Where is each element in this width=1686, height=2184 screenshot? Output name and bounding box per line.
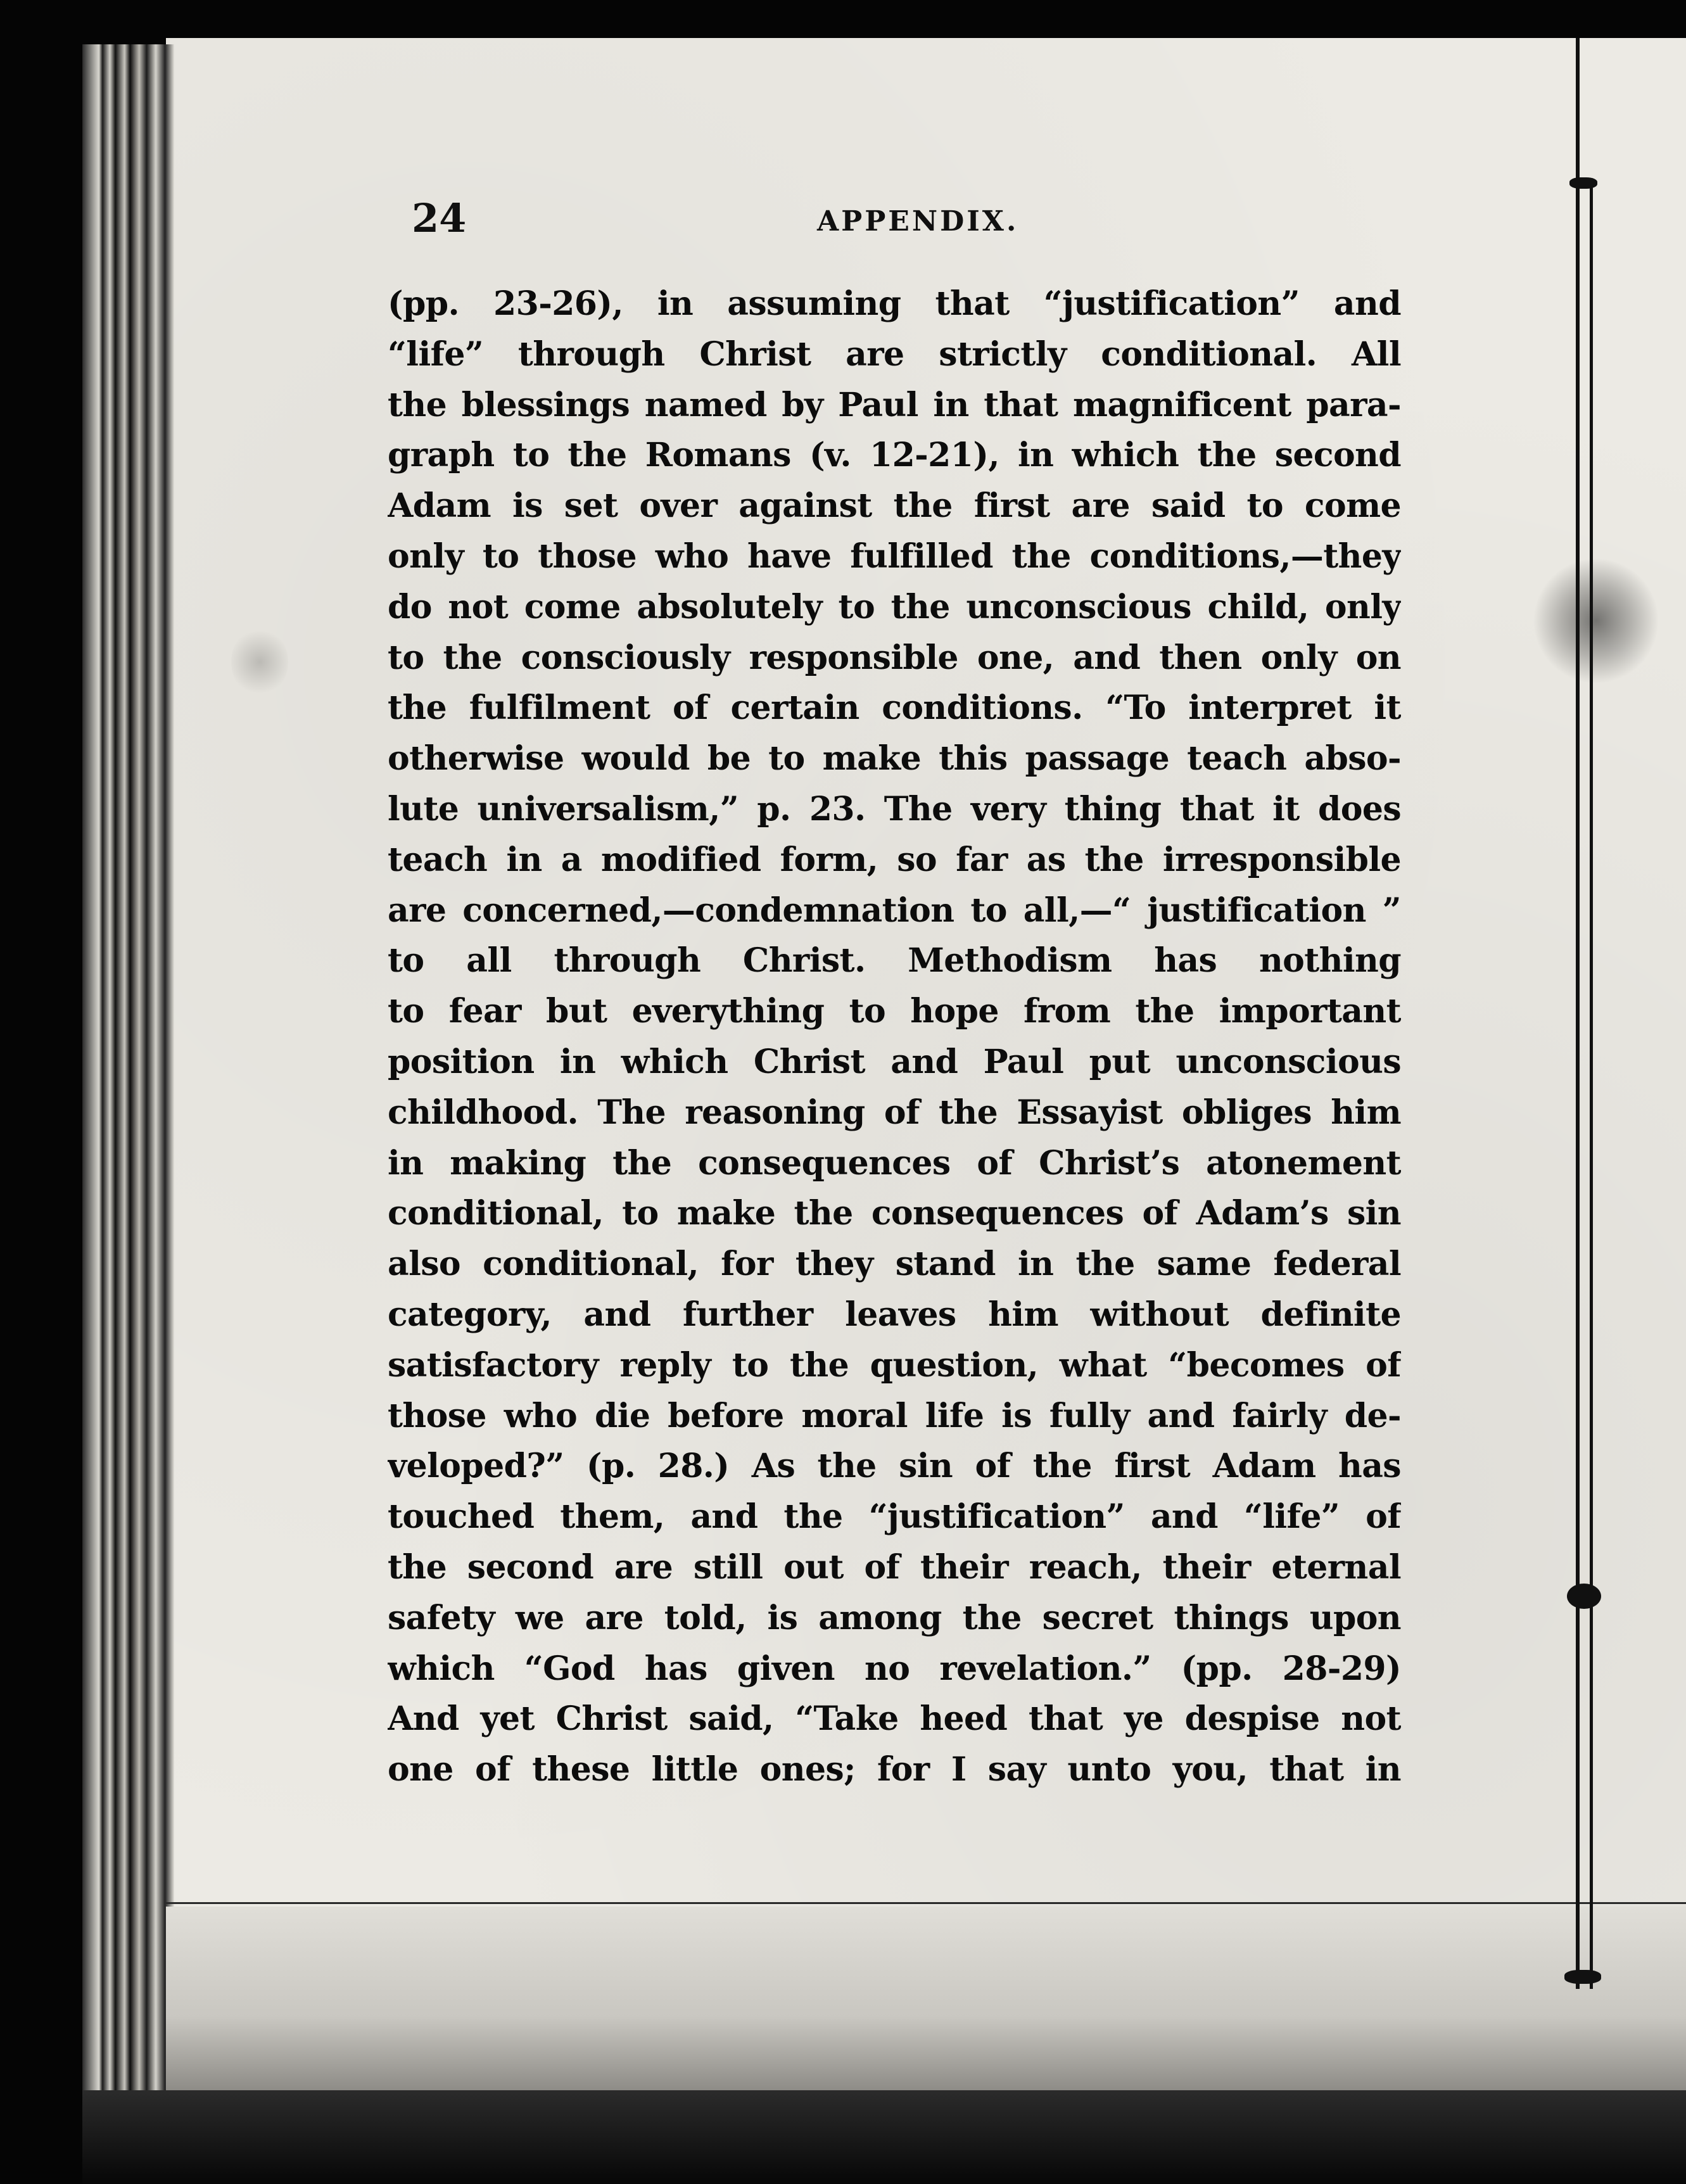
text-line: safety we are told, is among the secret things upon [388,1598,1401,1637]
text-line: Adam is set over against the first are said to come [388,486,1401,526]
text-line: childhood. The reasoning of the Essayist obliges him [388,1093,1401,1132]
text-line: are concerned,—condemnation to all,—“ justification ” [388,891,1401,930]
paper-smudge [231,627,288,697]
page-bottom-margin [166,1907,1686,2090]
text-line: the fulfilment of certain conditions. “To interpret it [388,689,1401,728]
text-line: to fear but everything to hope from the important [388,992,1401,1031]
text-line: conditional, to make the consequences of Adam’s sin [388,1194,1401,1233]
text-line: which “God has given no revelation.” (pp. 28-29) [388,1649,1401,1688]
text-line: otherwise would be to make this passage teach abso- [388,739,1401,778]
text-line: touched them, and the “justification” and “life” of [388,1497,1401,1537]
text-line: those who die before moral life is fully and fairly de- [388,1396,1401,1435]
text-line: only to those who have fulfilled the conditions,—they [388,536,1401,576]
scan-horizontal-line [166,1902,1686,1904]
thread-bottom-knot [1564,1970,1601,1984]
text-line: lute universalism,” p. 23. The very thing that it does [388,789,1401,829]
text-line: to all through Christ. Methodism has nothing [388,941,1401,981]
book-binding-edge [82,44,174,2090]
thread-top-knot [1569,177,1597,189]
text-line: (pp. 23-26), in assuming that “justification” and [388,284,1401,323]
running-head: APPENDIX. [817,205,1019,238]
text-line: the blessings named by Paul in that magnificent para- [388,385,1401,424]
thread-middle-knot [1567,1584,1601,1609]
scan-bottom-border [82,2090,1686,2184]
text-line: the second are still out of their reach, their eternal [388,1547,1401,1587]
text-line: category, and further leaves him without definite [388,1295,1401,1334]
text-line: “life” through Christ are strictly conditional. All [388,334,1401,374]
text-line: veloped?” (p. 28.) As the sin of the first Adam has [388,1447,1401,1486]
page-number: 24 [412,195,467,241]
text-line: to the consciously responsible one, and then only on [388,638,1401,677]
text-line: position in which Christ and Paul put unconscious [388,1042,1401,1081]
text-line: in making the consequences of Christ’s atonement [388,1143,1401,1183]
text-line: satisfactory reply to the question, what “becomes of [388,1345,1401,1385]
text-line: teach in a modified form, so far as the irresponsible [388,840,1401,879]
page-header [412,190,1387,247]
ink-blot [1533,557,1659,684]
text-line: also conditional, for they stand in the same federal [388,1245,1401,1284]
text-line: graph to the Romans (v. 12-21), in which the second [388,436,1401,475]
text-line: And yet Christ said, “Take heed that ye despise not [388,1699,1401,1739]
text-line: one of these little ones; for I say unto you, that in [388,1750,1401,1789]
binding-thread [1576,38,1580,1989]
text-line: do not come absolutely to the unconscious child, only [388,587,1401,626]
scan-left-border [0,0,82,2184]
binding-thread-strand [1590,184,1593,1989]
body-text [388,279,1401,1795]
